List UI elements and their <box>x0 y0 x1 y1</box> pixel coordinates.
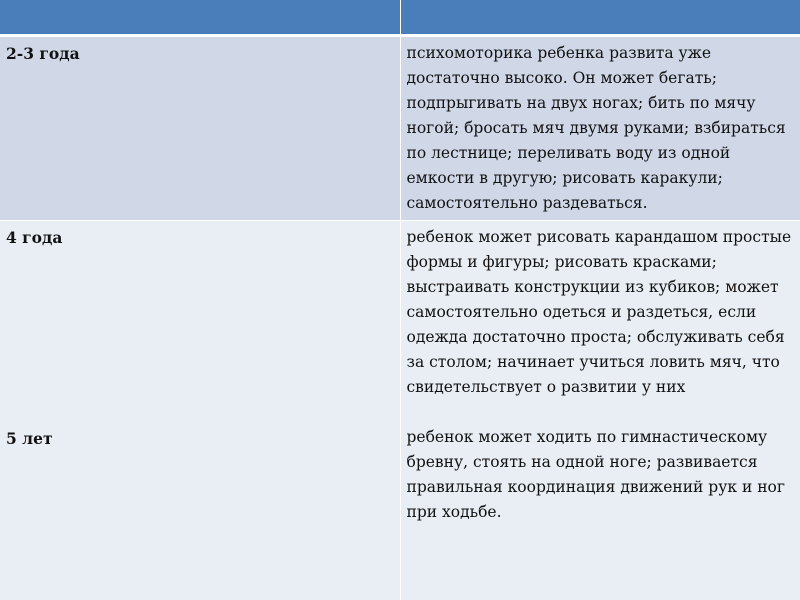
description-text: ребенок может рисовать карандашом простые формы и фигуры; рисовать красками; выстраивать конструкции из кубиков; может самостоятельно одеться и раздеться, если одежда достаточно проста; обслуживать себя за столом; начинает учиться ловить мяч, что свидетельствует о развитии у них <box>406 228 792 396</box>
spacer <box>407 400 797 425</box>
description-text: психомоторика ребенка развита уже достаточно высоко. Он может бегать; подпрыгивать на двух ногах; бить по мячу ногой; бросать мяч двумя руками; взбираться по лестнице; переливать воду из одной емкости в другую; рисовать каракули; самостоятельно раздеваться. <box>406 44 786 212</box>
age-cell <box>0 36 400 221</box>
table-row <box>0 221 800 600</box>
header-row <box>0 0 800 36</box>
age-label: 4 года <box>6 228 63 247</box>
table-row <box>0 36 800 221</box>
description-text-secondary: ребенок может ходить по гимнастическому бревну, стоять на одной ноге; развивается правильная координация движений рук и ног при ходьбе. <box>406 428 785 521</box>
table-header <box>0 0 800 36</box>
age-label: 2-3 года <box>6 44 80 63</box>
description-cell <box>400 221 800 600</box>
age-label-secondary: 5 лет <box>6 429 53 448</box>
description-cell <box>400 36 800 221</box>
header-cell-age <box>0 0 400 36</box>
age-cell <box>0 221 400 600</box>
header-cell-description <box>400 0 800 36</box>
spacer <box>6 250 396 426</box>
